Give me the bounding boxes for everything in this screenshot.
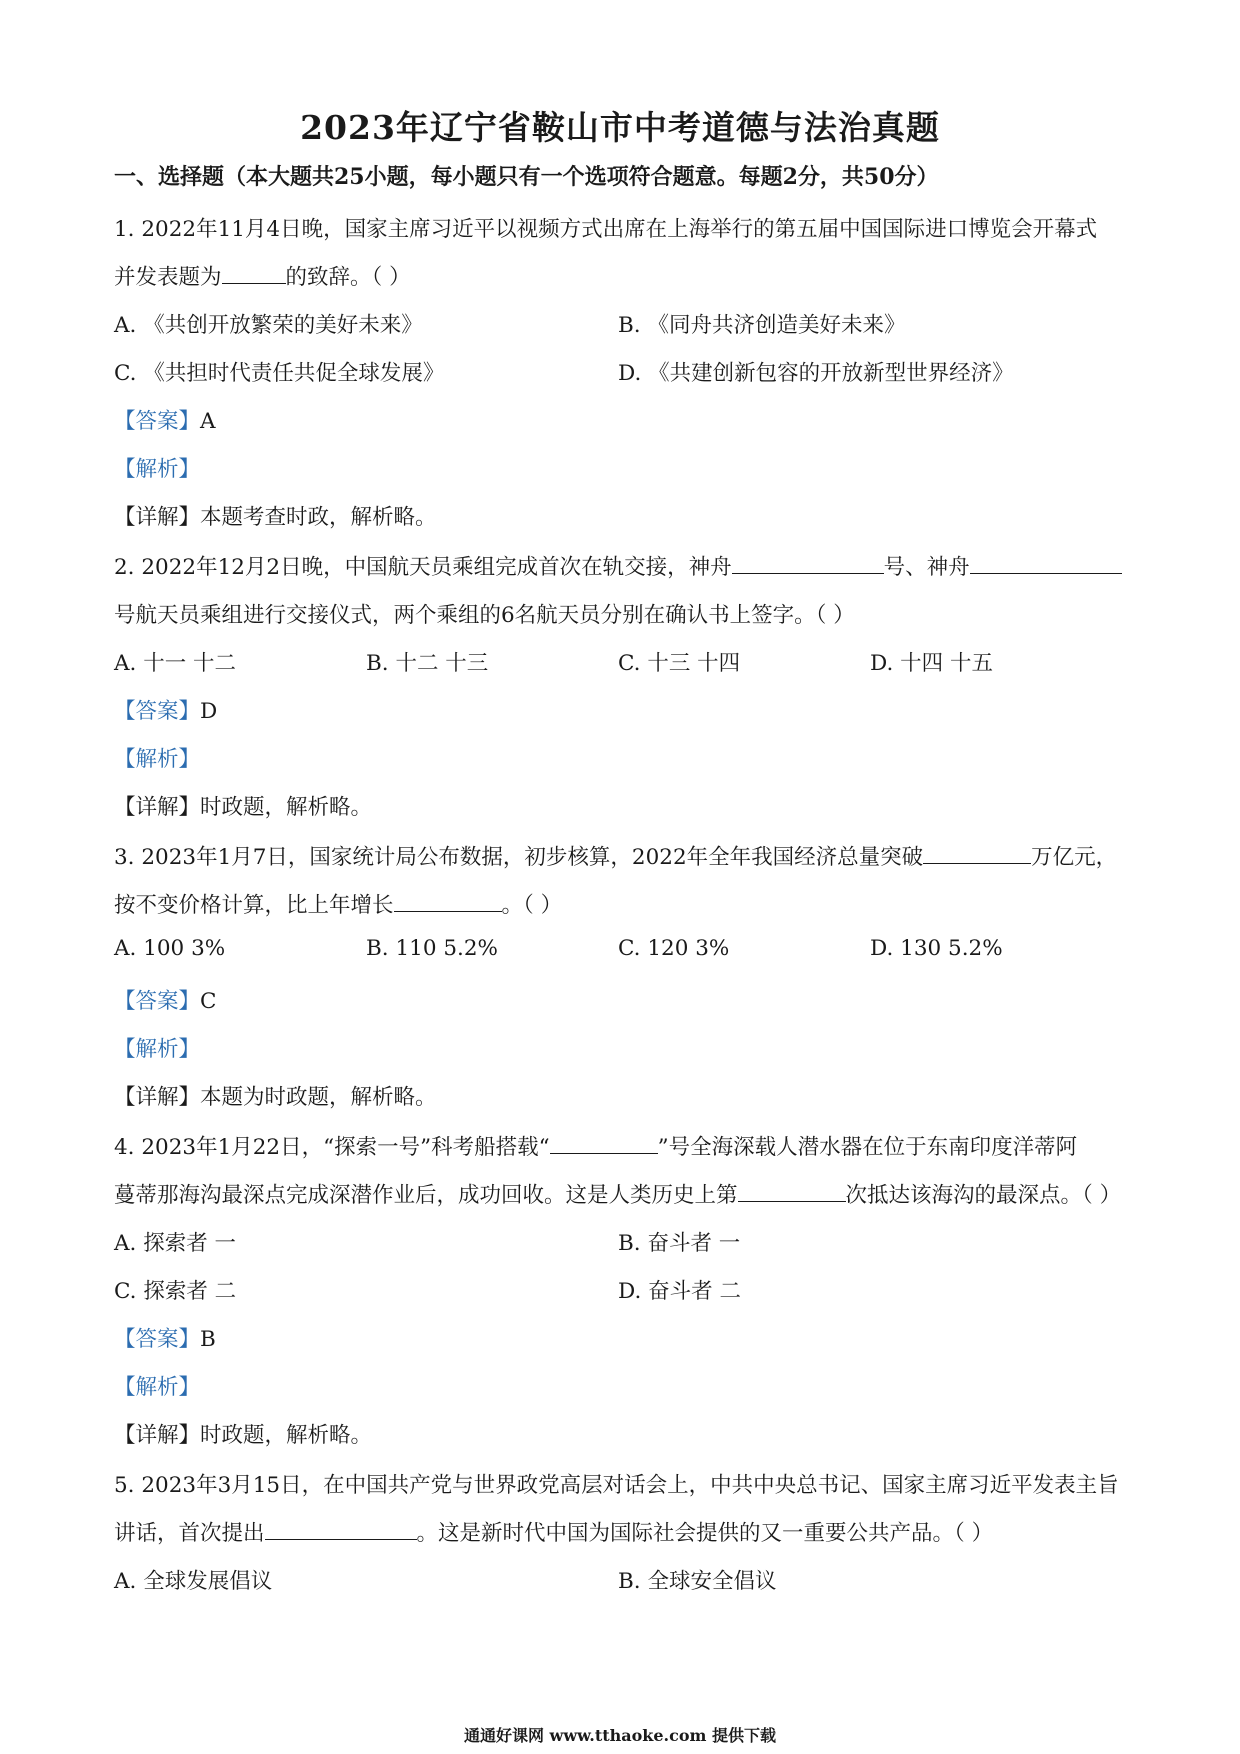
page-title: 2023年辽宁省鞍山市中考道德与法治真题 bbox=[300, 108, 940, 147]
q3-option-d: D. 130 5.2% bbox=[870, 936, 1003, 961]
q2-option-d: D. 十四 十五 bbox=[870, 651, 993, 676]
q5-option-b: B. 全球安全倡议 bbox=[618, 1569, 777, 1594]
answer-label: 【答案】 bbox=[114, 409, 201, 434]
q1-option-c: C. 《共担时代责任共促全球发展》 bbox=[114, 361, 445, 386]
q1-stem-line1: 1. 2022年11月4日晚，国家主席习近平以视频方式出席在上海举行的第五届中国国际进口博览会开幕式 bbox=[114, 217, 1098, 242]
q1-stem-tail: 的致辞。（ ） bbox=[285, 265, 411, 290]
q1-stem-text: 并发表题为 bbox=[114, 265, 222, 290]
answer-label: 【答案】 bbox=[114, 989, 201, 1014]
q4-stem-line2 bbox=[114, 1178, 1121, 1209]
q2-stem-line2: 号航天员乘组进行交接仪式，两个乘组的6名航天员分别在确认书上签字。（ ） bbox=[114, 603, 855, 628]
q1-answer-value: A bbox=[200, 409, 216, 434]
q2-detail-text: 时政题，解析略。 bbox=[200, 795, 373, 820]
q3-detail bbox=[114, 1080, 437, 1111]
q5-blank bbox=[265, 1521, 417, 1540]
q4-blank-2 bbox=[738, 1183, 846, 1202]
q5-stem-text: 讲话，首次提出 bbox=[114, 1521, 265, 1546]
q3-blank-1 bbox=[923, 845, 1031, 864]
q3-stem-mid: 万亿元， bbox=[1031, 845, 1118, 870]
q4-detail bbox=[114, 1418, 372, 1449]
q3-blank-2 bbox=[394, 893, 502, 912]
q1-detail-text: 本题考查时政，解析略。 bbox=[200, 505, 437, 530]
q4-stem-text: 4. 2023年1月22日，“探索一号”科考船搭载“ bbox=[114, 1135, 550, 1160]
q4-blank-1 bbox=[550, 1135, 658, 1154]
q3-answer bbox=[114, 984, 216, 1015]
detail-label: 【详解】 bbox=[114, 1085, 201, 1110]
answer-label: 【答案】 bbox=[114, 1327, 201, 1352]
q1-analysis-label: 【解析】 bbox=[114, 457, 201, 482]
q5-option-a: A. 全球发展倡议 bbox=[114, 1569, 273, 1594]
detail-label: 【详解】 bbox=[114, 1423, 201, 1448]
q2-stem-text: 2. 2022年12月2日晚，中国航天员乘组完成首次在轨交接，神舟 bbox=[114, 555, 732, 580]
q3-answer-value: C bbox=[200, 989, 217, 1014]
q2-stem-line1 bbox=[114, 550, 1122, 581]
q4-stem-mid: ”号全海深载人潜水器在位于东南印度洋蒂阿 bbox=[657, 1135, 1078, 1160]
detail-label: 【详解】 bbox=[114, 505, 201, 530]
section-heading: 一、选择题（本大题共25小题，每小题只有一个选项符合题意。每题2分，共50分） bbox=[114, 164, 939, 190]
q3-stem-text: 3. 2023年1月7日，国家统计局公布数据，初步核算，2022年全年我国经济总量突破 bbox=[114, 845, 924, 870]
q4-option-c: C. 探索者 二 bbox=[114, 1279, 237, 1304]
q1-blank bbox=[222, 265, 286, 284]
q4-analysis-label: 【解析】 bbox=[114, 1375, 201, 1400]
q2-option-b: B. 十二 十三 bbox=[366, 651, 489, 676]
q5-stem-line2 bbox=[114, 1516, 993, 1547]
q4-option-a: A. 探索者 一 bbox=[114, 1231, 237, 1256]
q2-option-a: A. 十一 十二 bbox=[114, 651, 237, 676]
q1-detail bbox=[114, 500, 437, 531]
q2-option-c: C. 十三 十四 bbox=[618, 651, 741, 676]
q2-stem-mid: 号、神舟 bbox=[883, 555, 970, 580]
q2-blank-2 bbox=[970, 555, 1122, 574]
q3-option-c: C. 120 3% bbox=[618, 936, 730, 961]
q1-option-b: B. 《同舟共济创造美好未来》 bbox=[618, 313, 906, 338]
q4-detail-text: 时政题，解析略。 bbox=[200, 1423, 373, 1448]
q4-stem-line1 bbox=[114, 1130, 1077, 1161]
q4-answer-value: B bbox=[200, 1327, 216, 1352]
q1-stem-line2 bbox=[114, 260, 411, 291]
q3-stem-text-2: 按不变价格计算，比上年增长 bbox=[114, 893, 394, 918]
q2-detail bbox=[114, 790, 372, 821]
q2-answer-value: D bbox=[200, 699, 218, 724]
q3-option-a: A. 100 3% bbox=[114, 936, 226, 961]
q2-blank-1 bbox=[732, 555, 884, 574]
q1-option-d: D. 《共建创新包容的开放新型世界经济》 bbox=[618, 361, 1014, 386]
footer-source: 通通好课网 www.tthaoke.com 提供下载 bbox=[463, 1726, 777, 1745]
q1-answer bbox=[114, 404, 216, 435]
detail-label: 【详解】 bbox=[114, 795, 201, 820]
answer-label: 【答案】 bbox=[114, 699, 201, 724]
q3-analysis-label: 【解析】 bbox=[114, 1037, 201, 1062]
q4-answer bbox=[114, 1322, 216, 1353]
q3-detail-text: 本题为时政题，解析略。 bbox=[200, 1085, 437, 1110]
q4-option-d: D. 奋斗者 二 bbox=[618, 1279, 741, 1304]
q3-stem-tail: 。（ ） bbox=[501, 893, 563, 918]
q5-stem-tail: 。这是新时代中国为国际社会提供的又一重要公共产品。（ ） bbox=[416, 1521, 994, 1546]
q2-analysis-label: 【解析】 bbox=[114, 747, 201, 772]
q1-option-a: A. 《共创开放繁荣的美好未来》 bbox=[114, 313, 423, 338]
q4-stem-text-2: 蔓蒂那海沟最深点完成深潜作业后，成功回收。这是人类历史上第 bbox=[114, 1183, 738, 1208]
q3-option-b: B. 110 5.2% bbox=[366, 936, 498, 961]
q4-stem-tail: 次抵达该海沟的最深点。（ ） bbox=[845, 1183, 1122, 1208]
q3-stem-line2 bbox=[114, 888, 562, 919]
q2-answer bbox=[114, 694, 217, 725]
q5-stem-line1: 5. 2023年3月15日，在中国共产党与世界政党高层对话会上，中共中央总书记、国家主席习近平发表主旨 bbox=[114, 1473, 1119, 1498]
q3-stem-line1 bbox=[114, 840, 1117, 871]
q4-option-b: B. 奋斗者 一 bbox=[618, 1231, 741, 1256]
